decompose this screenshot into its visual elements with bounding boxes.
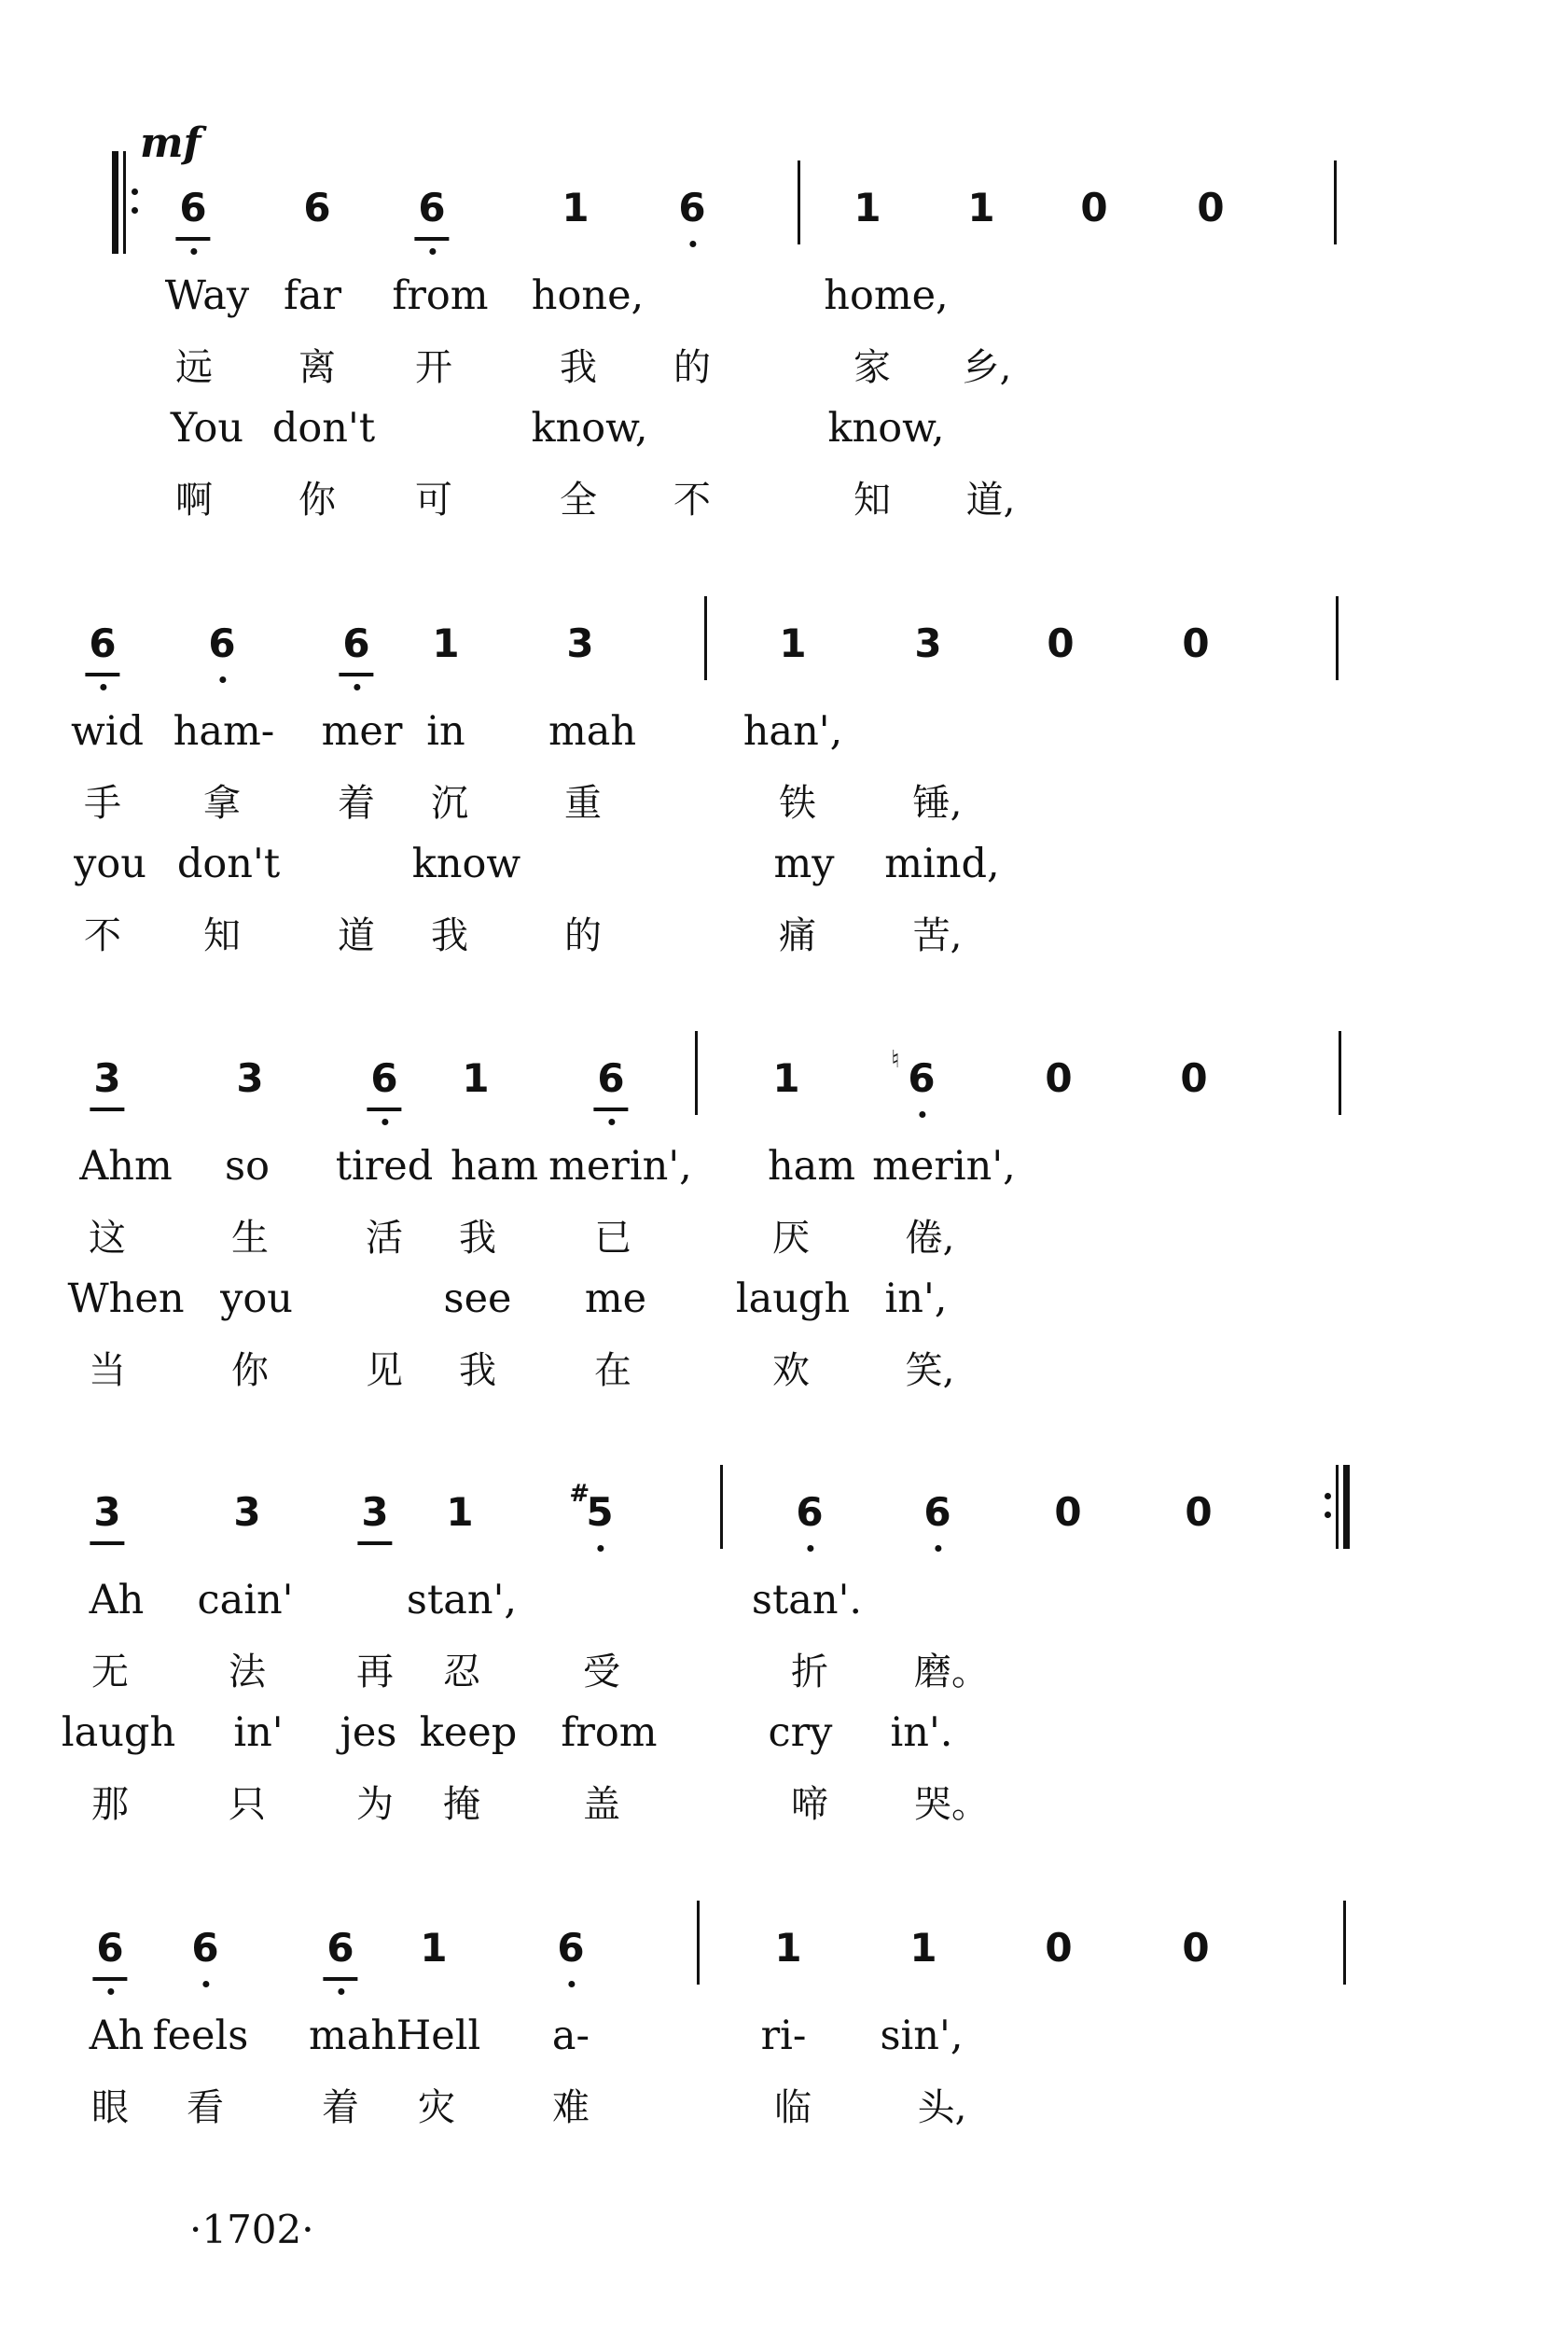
end-repeat-thin-bar [1336, 1465, 1339, 1549]
lyric-english: a- [551, 2013, 590, 2059]
note-digit: 6 [208, 620, 236, 666]
lyric-chinese: 啊 [175, 479, 213, 522]
note-digit: 1 [779, 620, 807, 666]
lyric-english: feels [152, 2013, 249, 2059]
lyric-english: my [773, 841, 835, 887]
note [93, 1055, 121, 1101]
note [1182, 620, 1210, 666]
lyric-chinese: 我 [459, 1349, 496, 1392]
score-system [0, 185, 1568, 522]
note [779, 620, 807, 666]
note-digit: 1 [462, 1055, 490, 1101]
accidental-mark: # [569, 1480, 590, 1508]
low-octave-dot [608, 1119, 615, 1125]
note-digit: 6 [179, 185, 207, 230]
note [1185, 1489, 1213, 1535]
note [772, 1055, 800, 1101]
lyric-english: merin', [548, 1143, 692, 1190]
note-digit: 5 [586, 1489, 614, 1535]
note-digit: 6 [923, 1489, 951, 1535]
note [1047, 620, 1075, 666]
lyric-chinese: 只 [229, 1783, 266, 1826]
eighth-underline [357, 1541, 392, 1545]
dynamic-marking: mf [140, 119, 201, 167]
lyric-chinese: 沉 [431, 782, 468, 825]
note-digit: 1 [853, 185, 881, 230]
note [96, 1925, 124, 1971]
lyric-chinese: 那 [91, 1783, 129, 1826]
lyric-english: ri- [760, 2013, 807, 2059]
note [208, 620, 236, 666]
note-digit: 0 [1185, 1489, 1213, 1535]
note-digit: 6 [908, 1055, 936, 1101]
note [557, 1925, 585, 1971]
lyric-english: know, [827, 405, 945, 452]
lyric-english: mah [308, 2013, 397, 2059]
lyric-chinese: 锤, [912, 782, 963, 825]
note [1045, 1925, 1073, 1971]
note-digit: 6 [597, 1055, 625, 1101]
lyric-chinese: 的 [564, 914, 602, 957]
lyric-chinese: 我 [459, 1217, 496, 1260]
lyric-chinese: 头, [917, 2086, 967, 2129]
note [446, 1489, 474, 1535]
lyric-chinese: 道 [338, 914, 375, 957]
note [597, 1055, 625, 1101]
repeat-dot [132, 207, 138, 214]
lyric-chinese: 再 [356, 1651, 394, 1693]
bar-line [1339, 1031, 1341, 1115]
low-octave-dot [190, 248, 197, 255]
note-digit: 1 [446, 1489, 474, 1535]
lyric-english: mah [548, 708, 637, 755]
lyric-chinese: 道, [965, 479, 1016, 522]
note [909, 1925, 937, 1971]
lyric-chinese: 远 [175, 346, 213, 389]
lyric-english: han', [742, 708, 843, 755]
score-system [0, 1925, 1568, 2246]
lyric-chinese: 着 [338, 782, 375, 825]
lyric-english: Hell [395, 2013, 481, 2059]
note-digit: 0 [1182, 620, 1210, 666]
low-octave-dot [219, 676, 226, 683]
note-digit: 6 [418, 185, 446, 230]
lyric-chinese: 活 [366, 1217, 403, 1260]
lyric-chinese: 痛 [779, 914, 816, 957]
lyric-english: mer [321, 708, 403, 755]
lyric-english: from [561, 1709, 658, 1756]
lyric-english: Ah [89, 1577, 145, 1623]
note-digit: 0 [1182, 1925, 1210, 1971]
note-digit: 1 [432, 620, 460, 666]
lyric-chinese: 乡, [962, 346, 1012, 389]
note [93, 1489, 121, 1535]
lyric-chinese: 苦, [912, 914, 963, 957]
note-digit: 6 [191, 1925, 219, 1971]
eighth-underline [367, 1108, 401, 1111]
lyric-chinese: 掩 [443, 1783, 480, 1826]
lyric-english: laugh [61, 1709, 176, 1756]
note [361, 1489, 389, 1535]
note-digit: 6 [796, 1489, 824, 1535]
note-digit: 6 [96, 1925, 124, 1971]
bar-line [1336, 596, 1339, 680]
lyric-english: laugh [735, 1275, 851, 1322]
low-octave-dot [202, 1981, 209, 1987]
score-system [0, 620, 1568, 957]
note [462, 1055, 490, 1101]
lyric-english: ham [450, 1143, 539, 1190]
low-octave-dot [354, 684, 360, 690]
lyric-english: know, [531, 405, 648, 452]
note-digit: 1 [774, 1925, 802, 1971]
note [370, 1055, 398, 1101]
note [418, 185, 446, 230]
lyric-chinese: 磨。 [914, 1651, 989, 1693]
lyric-chinese: 着 [322, 2086, 359, 2129]
lyric-chinese: 你 [298, 479, 336, 522]
note [562, 185, 590, 230]
repeat-dot [1325, 1512, 1331, 1518]
lyric-english: in' [233, 1709, 284, 1756]
lyric-english: keep [419, 1709, 518, 1756]
eighth-underline [90, 1108, 124, 1111]
lyric-chinese: 家 [853, 346, 891, 389]
note [923, 1489, 951, 1535]
note [1197, 185, 1225, 230]
eighth-underline [175, 237, 210, 241]
bar-line [695, 1031, 698, 1115]
note [967, 185, 995, 230]
lyric-chinese: 欢 [772, 1349, 810, 1392]
lyric-english: ham [767, 1143, 856, 1190]
eighth-underline [90, 1541, 124, 1545]
lyric-chinese: 笑, [905, 1349, 955, 1392]
lyric-english: wid [70, 708, 145, 755]
lyric-english: home, [824, 272, 949, 319]
lyric-chinese: 法 [229, 1651, 266, 1693]
lyric-english: Ahm [79, 1143, 173, 1190]
lyric-chinese: 我 [431, 914, 468, 957]
lyric-chinese: 离 [298, 346, 336, 389]
note [233, 1489, 261, 1535]
eighth-underline [339, 673, 373, 676]
note [914, 620, 942, 666]
low-octave-dot [935, 1545, 941, 1552]
eighth-underline [323, 1977, 357, 1981]
repeat-dot [1325, 1493, 1331, 1499]
lyric-english: cain' [197, 1577, 294, 1623]
note-digit: 1 [967, 185, 995, 230]
lyric-chinese: 厌 [772, 1217, 810, 1260]
note-digit: 3 [93, 1055, 121, 1101]
note [236, 1055, 264, 1101]
accidental-mark: ♮ [891, 1046, 900, 1074]
score-system [0, 1480, 1568, 1826]
lyric-chinese: 不 [84, 914, 121, 957]
note-digit: 3 [914, 620, 942, 666]
lyric-chinese: 哭。 [914, 1783, 989, 1826]
eighth-underline [593, 1108, 628, 1111]
page-number: ·1702· [189, 2207, 314, 2252]
lyric-english: hone, [531, 272, 645, 319]
note [1080, 185, 1108, 230]
lyric-chinese: 拿 [203, 782, 241, 825]
lyric-english: you [74, 841, 146, 887]
note [191, 1925, 219, 1971]
lyric-english: you [220, 1275, 293, 1322]
bar-line [1334, 160, 1337, 244]
lyric-chinese: 看 [187, 2086, 224, 2129]
note-digit: 6 [557, 1925, 585, 1971]
lyric-english: stan', [406, 1577, 518, 1623]
lyric-chinese: 折 [791, 1651, 828, 1693]
lyric-english: see [443, 1275, 512, 1322]
lyric-chinese: 见 [366, 1349, 403, 1392]
note [179, 185, 207, 230]
lyric-chinese: 无 [91, 1651, 129, 1693]
lyric-chinese: 重 [564, 782, 602, 825]
lyric-chinese: 这 [89, 1217, 126, 1260]
note-digit: 1 [420, 1925, 448, 1971]
note-digit: 6 [89, 620, 117, 666]
note [774, 1925, 802, 1971]
note [1054, 1489, 1082, 1535]
lyric-english: so [225, 1143, 270, 1190]
lyric-english: don't [176, 841, 281, 887]
lyric-chinese: 忍 [443, 1651, 480, 1693]
eighth-underline [92, 1977, 127, 1981]
note [891, 1046, 936, 1101]
lyric-chinese: 临 [774, 2086, 812, 2129]
bar-line [704, 596, 707, 680]
note [1182, 1925, 1210, 1971]
note [569, 1480, 614, 1535]
lyric-chinese: 灾 [418, 2086, 455, 2129]
lyric-english: don't [271, 405, 376, 452]
lyric-chinese: 盖 [583, 1783, 620, 1826]
note [796, 1489, 824, 1535]
eighth-underline [85, 673, 119, 676]
note [420, 1925, 448, 1971]
end-repeat-bar [1343, 1465, 1350, 1549]
lyric-english: stan'. [751, 1577, 863, 1623]
note [432, 620, 460, 666]
lyric-english: far [283, 272, 342, 319]
note [853, 185, 881, 230]
lyric-chinese: 在 [594, 1349, 631, 1392]
lyric-english: from [392, 272, 489, 319]
lyric-chinese: 当 [89, 1349, 126, 1392]
low-octave-dot [919, 1111, 925, 1118]
note-digit: 0 [1045, 1055, 1073, 1101]
note [1180, 1055, 1208, 1101]
note-digit: 0 [1080, 185, 1108, 230]
note-digit: 6 [370, 1055, 398, 1101]
note [89, 620, 117, 666]
note [566, 620, 594, 666]
lyric-english: When [67, 1275, 185, 1322]
note [342, 620, 370, 666]
bar-line [720, 1465, 723, 1549]
lyric-chinese: 不 [673, 479, 711, 522]
lyric-chinese: 可 [415, 479, 452, 522]
lyric-chinese: 为 [356, 1783, 394, 1826]
lyric-english: in'. [890, 1709, 953, 1756]
note-digit: 3 [236, 1055, 264, 1101]
repeat-dot [132, 188, 138, 195]
lyric-chinese: 你 [231, 1349, 269, 1392]
note-digit: 3 [93, 1489, 121, 1535]
low-octave-dot [568, 1981, 575, 1987]
note-digit: 3 [361, 1489, 389, 1535]
lyric-english: ham- [173, 708, 275, 755]
note-digit: 3 [566, 620, 594, 666]
lyric-english: me [584, 1275, 647, 1322]
bar-line [697, 1901, 700, 1985]
lyric-english: Ah [89, 2013, 145, 2059]
low-octave-dot [100, 684, 106, 690]
lyric-chinese: 的 [673, 346, 711, 389]
lyric-english: Way [164, 272, 250, 319]
note-digit: 0 [1047, 620, 1075, 666]
low-octave-dot [689, 241, 696, 247]
lyric-chinese: 倦, [905, 1217, 955, 1260]
lyric-chinese: 铁 [779, 782, 816, 825]
low-octave-dot [429, 248, 436, 255]
lyric-english: cry [768, 1709, 833, 1756]
lyric-chinese: 知 [853, 479, 891, 522]
lyric-english: in [426, 708, 465, 755]
start-repeat-bar [112, 151, 118, 254]
lyric-english: mind, [884, 841, 1000, 887]
note-digit: 0 [1180, 1055, 1208, 1101]
lyric-chinese: 难 [552, 2086, 590, 2129]
lyric-chinese: 开 [415, 346, 452, 389]
note [326, 1925, 354, 1971]
note [678, 185, 706, 230]
note [303, 185, 331, 230]
lyric-chinese: 啼 [791, 1783, 828, 1826]
note-digit: 6 [303, 185, 331, 230]
note [1045, 1055, 1073, 1101]
low-octave-dot [338, 1988, 344, 1995]
note-digit: 0 [1045, 1925, 1073, 1971]
low-octave-dot [597, 1545, 604, 1552]
lyric-chinese: 我 [560, 346, 597, 389]
lyric-chinese: 手 [84, 782, 121, 825]
note-digit: 0 [1054, 1489, 1082, 1535]
note-digit: 1 [772, 1055, 800, 1101]
bar-line [1343, 1901, 1346, 1985]
note-digit: 6 [326, 1925, 354, 1971]
lyric-english: tired [335, 1143, 434, 1190]
lyric-english: jes [340, 1709, 397, 1756]
lyric-chinese: 全 [560, 479, 597, 522]
note-digit: 6 [678, 185, 706, 230]
low-octave-dot [807, 1545, 813, 1552]
note-digit: 3 [233, 1489, 261, 1535]
lyric-chinese: 生 [231, 1217, 269, 1260]
low-octave-dot [107, 1988, 114, 1995]
note-digit: 6 [342, 620, 370, 666]
lyric-chinese: 知 [203, 914, 241, 957]
lyric-chinese: 受 [583, 1651, 620, 1693]
lyric-english: in', [884, 1275, 948, 1322]
lyric-chinese: 已 [594, 1217, 631, 1260]
lyric-english: know [411, 841, 521, 887]
lyric-english: You [170, 405, 244, 452]
bar-line [798, 160, 800, 244]
lyric-english: sin', [880, 2013, 964, 2059]
note-digit: 0 [1197, 185, 1225, 230]
start-repeat-thin-bar [123, 151, 126, 254]
note-digit: 1 [562, 185, 590, 230]
eighth-underline [414, 237, 449, 241]
note-digit: 1 [909, 1925, 937, 1971]
lyric-english: merin', [872, 1143, 1016, 1190]
lyric-chinese: 眼 [91, 2086, 129, 2129]
low-octave-dot [382, 1119, 388, 1125]
score-system [0, 1046, 1568, 1392]
